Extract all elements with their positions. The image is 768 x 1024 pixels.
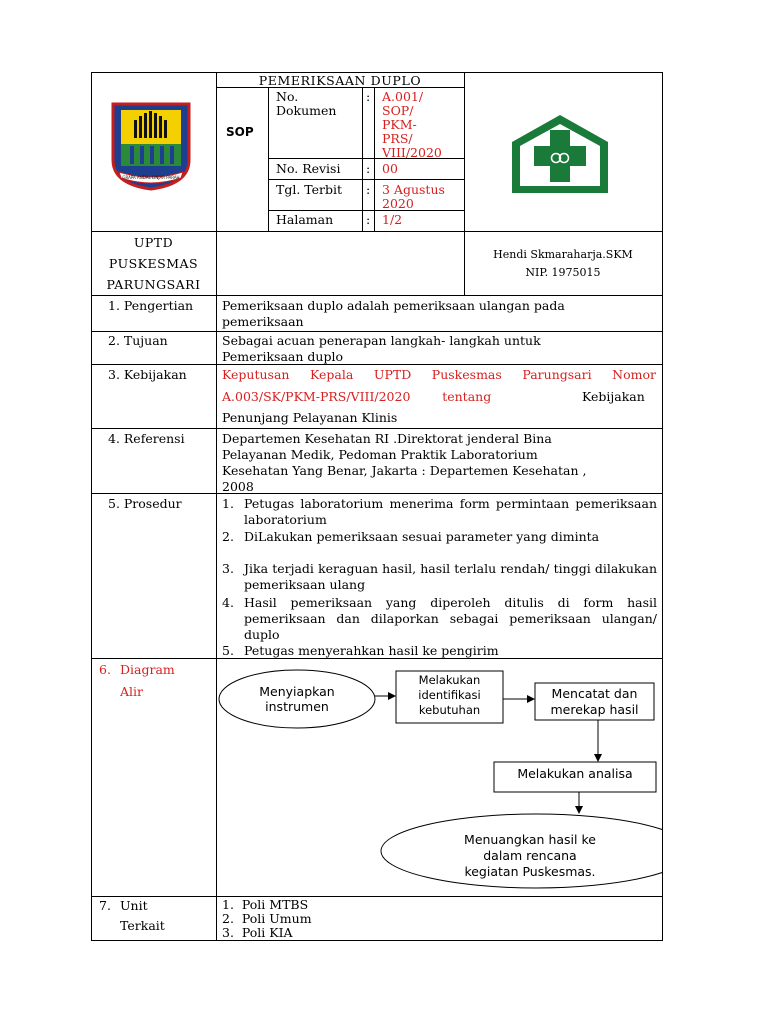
section-label-kebijakan: 3. Kebijakan <box>108 367 187 382</box>
org-name-3: PARUNGSARI <box>106 277 201 292</box>
flow-text-identifikasi-1: Melakukan <box>418 673 481 687</box>
section-label-tujuan: 2. Tujuan <box>108 333 168 348</box>
kebijakan-line-1: Keputusan Kepala UPTD Puskesmas Parungsari Nomor <box>222 367 656 382</box>
section-label-referensi: 4. Referensi <box>108 431 185 446</box>
prosedur-item-number: 1. <box>222 496 234 511</box>
prosedur-item <box>222 643 657 659</box>
page-value: 1/2 <box>382 212 403 227</box>
flow-text-menuangkan-1: Menuangkan hasil ke <box>464 832 596 847</box>
tujuan-line-2: Pemeriksaan duplo <box>222 349 343 364</box>
doc-number-label-1: No. <box>276 89 299 104</box>
colon: : <box>366 182 371 197</box>
flow-text-identifikasi-2: identifikasi <box>418 688 481 702</box>
logo-left <box>108 100 194 192</box>
prosedur-item-number: 2. <box>222 529 234 544</box>
colon: : <box>366 89 371 104</box>
kebijakan-line-3: Penunjang Pelayanan Klinis <box>222 410 398 425</box>
tujuan-line-1: Sebagai acuan penerapan langkah- langkah untuk <box>222 333 541 348</box>
unit-item: 1. Poli MTBS <box>222 897 309 912</box>
org-name-2: PUSKESMAS <box>108 256 199 271</box>
signer-name: Hendi Skmaraharja.SKM <box>493 248 633 261</box>
section-label-prosedur: 5. Prosedur <box>108 496 182 511</box>
flow-text-menuangkan-3: kegiatan Puskesmas. <box>464 864 596 879</box>
pengertian-line-2: pemeriksaan <box>222 314 304 329</box>
flow-text-menuangkan-2: dalam rencana <box>483 848 577 863</box>
document-title: PEMERIKSAAN DUPLO <box>258 73 422 88</box>
revision-value: 00 <box>382 161 398 176</box>
section-label-diagram-num: 6. <box>99 662 111 677</box>
section-label-unit-2: Terkait <box>120 918 165 933</box>
kebijakan-line-2-end: Kebijakan <box>582 389 645 404</box>
prosedur-item <box>222 529 657 561</box>
prosedur-item-text: Petugas menyerahkan hasil ke pengirim <box>244 643 499 658</box>
signer-nip: NIP. 1975015 <box>525 266 601 279</box>
prosedur-item-number: 4. <box>222 595 234 610</box>
prosedur-item-text: Jika terjadi keraguan hasil, hasil terlalu rendah/ tinggi dilakukan pemeriksaan ulang <box>244 561 657 592</box>
flow-text-menyiapkan-1: Menyiapkan <box>259 684 335 699</box>
section-label-unit-num: 7. <box>99 898 111 913</box>
unit-item: 2. Poli Umum <box>222 911 312 926</box>
referensi-line-1: Departemen Kesehatan RI .Direktorat jenderal Bina <box>222 431 552 446</box>
doc-number-value-2: SOP/ <box>382 103 414 118</box>
prosedur-item-text: Petugas laboratorium menerima form permintaan pemeriksaan laboratorium <box>244 496 657 527</box>
logo-left-motto: GRAPA ANDAL LINJAR PARAH <box>122 175 180 180</box>
referensi-line-4: 2008 <box>222 479 254 494</box>
section-label-unit: Unit <box>120 898 148 913</box>
section-label-diagram: Diagram <box>120 662 175 677</box>
page-label: Halaman <box>276 212 334 227</box>
flow-text-mencatat-1: Mencatat dan <box>551 686 638 701</box>
flow-text-identifikasi-3: kebutuhan <box>418 703 481 717</box>
sop-label: SOP <box>226 125 254 139</box>
doc-number-value-5: VIII/2020 <box>382 145 442 160</box>
flow-text-mencatat-2: merekap hasil <box>550 702 639 717</box>
prosedur-item-text: DiLakukan pemeriksaan sesuai parameter yang diminta <box>244 529 600 544</box>
prosedur-item <box>222 496 657 528</box>
prosedur-item-number: 5. <box>222 643 234 658</box>
doc-number-value-4: PRS/ <box>382 131 413 146</box>
prosedur-item <box>222 561 657 593</box>
section-label-diagram-2: Alir <box>120 684 143 699</box>
section-label-pengertian: 1. Pengertian <box>108 298 194 313</box>
issue-date-value-2: 2020 <box>382 196 414 211</box>
doc-number-value-3: PKM- <box>382 117 417 132</box>
referensi-line-3: Kesehatan Yang Benar, Jakarta : Departemen Kesehatan , <box>222 463 587 478</box>
colon: : <box>366 212 371 227</box>
doc-number-value-1: A.001/ <box>382 89 424 104</box>
prosedur-item-number: 3. <box>222 561 234 576</box>
unit-item: 3. Poli KIA <box>222 925 293 940</box>
issue-date-label: Tgl. Terbit <box>276 182 343 197</box>
colon: : <box>366 161 371 176</box>
pengertian-line-1: Pemeriksaan duplo adalah pemeriksaan ulangan pada <box>222 298 565 313</box>
issue-date-value-1: 3 Agustus <box>382 182 445 197</box>
flow-text-analisa: Melakukan analisa <box>517 766 633 781</box>
prosedur-item-text: Hasil pemeriksaan yang diperoleh ditulis di form hasil pemeriksaan dan dilaporkan sebagai pemeriksaan ulangan/ duplo <box>244 595 657 642</box>
revision-label: No. Revisi <box>276 161 341 176</box>
referensi-line-2: Pelayanan Medik, Pedoman Praktik Laboratorium <box>222 447 538 462</box>
kebijakan-line-2-ref: A.003/SK/PKM-PRS/VIII/2020 tentang <box>222 389 492 404</box>
logo-right-puskesmas <box>509 112 611 196</box>
doc-number-label-2: Dokumen <box>276 103 337 118</box>
flow-text-menyiapkan-2: instrumen <box>265 699 329 714</box>
prosedur-item <box>222 595 657 643</box>
org-name-1: UPTD <box>133 235 174 250</box>
